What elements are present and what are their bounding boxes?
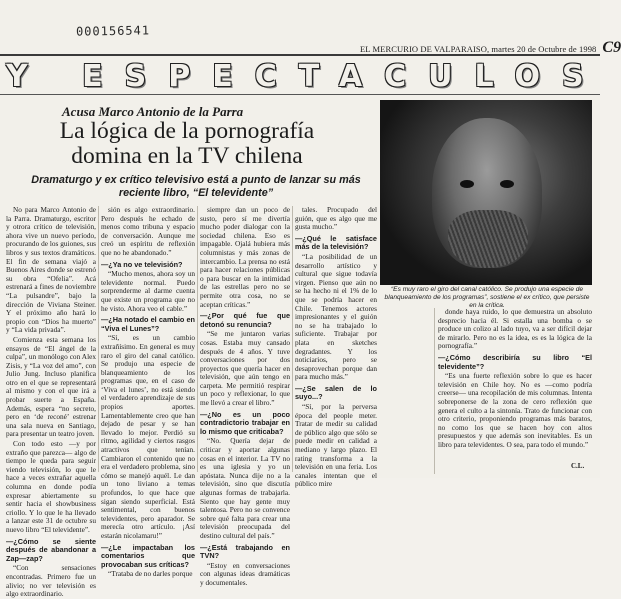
article-paragraph: siempre dan un poco de susto, pero sí me divertía mucho poder dialogar con la sociedad chilena. Eso es impagable. Ojalá hubiera más columnistas y más zonas de intercambio. La prensa no está para hacer relaciones públicas o para buscar en la intimidad de las estrellas pero no se permite otra cosa, no se aceptan críticas.”	[200, 205, 290, 309]
header-rule	[0, 54, 600, 56]
article-column-5	[438, 308, 592, 474]
section-title: Y ESPECTACULOS	[6, 59, 606, 94]
interview-question: —¿Cómo se siente después de abandonar a Zap—zap?	[6, 536, 96, 563]
article-paragraph: “No. Quería dejar de criticar y aportar algunas cosas en el interior. La TV no es una iglesia y yo un apóstata. Nunca dije no a la televisión, sino que discutía algunas formas de trabajarla. Siento que hay gente muy talentosa. Pero no se convence sobre qué falta para crear una televisión preocupada del destino cultural del país.”	[200, 436, 290, 540]
article-paragraph: “Es una fuerte reflexión sobre lo que es hacer televisión en Chile hoy. No es —como podría creerse— una recopilación de mis columnas. Intenta sobreponerse de la zona de cero reflexión que genera el culto a la sintonía. Trato de funcionar con otro criterio, proponiendo programas más baratos, no como los que se hacen hoy con altos presupuestos y que además son inevitables. Es un libro para televidentes. O sea, para todo el mundo.”	[438, 371, 592, 449]
article-paragraph: sión es algo extraordinario. Pero después he echado de menos como tribuna y espacio de conversación. Aunque me creó un espíritu de reflexión que no he abandonado.”	[101, 205, 195, 257]
article-paragraph: “Trataba de no darles porque	[108, 569, 193, 579]
article-paragraph: “La posibilidad de un desarrollo artístico y cultural que sigue todavía virgen. Pienso que aún no se ha hecho ni el 1% de lo que se podría hacer en Chile. Tenemos actores impresionantes y el guión no se ha trabajado lo suficiente. Trabajar por plata en sketches degradantes. Y los noticiarios, pero se desaprovechan porque dan para mucho más.”	[295, 251, 377, 382]
article-column-4	[295, 205, 377, 489]
archive-code: 000156541	[75, 23, 151, 39]
newspaper-dateline: EL MERCURIO DE VALPARAISO, martes 20 de Octubre de 1998	[360, 44, 597, 54]
column-divider	[292, 206, 293, 472]
portrait-eye-right	[500, 180, 514, 188]
portrait-photo	[380, 100, 592, 285]
section-banner	[0, 59, 606, 94]
interview-question: —¿Por qué fue que detonó su renuncia?	[200, 311, 290, 329]
column-divider	[98, 206, 99, 472]
article-signature: C.L.	[571, 462, 585, 470]
article-paragraph: “Mucho menos, ahora soy un televidente normal. Puedo sorprenderme al darme cuenta que existe un programa que no he visto. Ahora veo el cable.”	[101, 269, 195, 313]
article-column-1	[6, 205, 96, 599]
article-paragraph: No para Marco Antonio de la Parra. Dramaturgo, escritor y otrora crítico de televisión, ahora vive un nuevo período, procurando de los guiones, sus libros y sus textos dramáticos. El fin de semana viajó a Buenos Aires donde se estrenó su obra “Ofelia”. Acá estrenará a fines de noviembre “La pulsandre”, bajo la dirección de Viviana Steiner. Y el próximo año hará lo propio con “Dios ha muerto” y “La vida privada”.	[6, 205, 96, 335]
article-column-3	[200, 205, 290, 587]
interview-question: —¿Qué le satisface más de la televisión?	[295, 233, 377, 252]
article-deck: Dramaturgo y ex crítico televisivo está a punto de lanzar su más reciente libro, “El televidente”	[31, 174, 361, 199]
interview-question: —¿Se salen de lo suyo...?	[295, 383, 377, 402]
interview-question: —¿Ya no ve televisión?	[101, 259, 183, 269]
interview-question: —¿Cómo describiría su libro “El televidente”?	[438, 352, 592, 371]
article-kicker: Acusa Marco Antonio de la Parra	[62, 104, 244, 119]
portrait-beard	[448, 210, 528, 268]
article-paragraph: “Sí, por la perversa época del people meter. Tratar de medir su calidad de público algo que sólo se puede medir en calidad a mediano y largo plazo. El rating transforma a la televisión en una feria. Los canales intentan que el público mire	[295, 402, 377, 489]
photo-caption: “Es muy raro el giro del canal católico. Se produjo una especie de blanqueamiento de los programas”, sostiene el ex crítico, que persiste en la crítica.	[384, 286, 590, 309]
article-column-2	[101, 205, 195, 579]
article-paragraph: Con todo esto —y por extraño que parezca— algo de tiempo le queda para seguir viendo televisión, lo que le hace a veces extrañar aquella columna en donde podía expresar abiertamente su sentir hacia el showbusiness criollo. Y lo que le ha llevado a lanzar este 31 de octubre su nuevo libro “El televidente”.	[6, 439, 96, 534]
interview-question: —¿Está trabajando en TVN?	[200, 542, 290, 561]
article-paragraph: “Con sensaciones encontradas. Primero fue un alivio; no ver televisión es algo extraordinario.	[6, 563, 96, 599]
interview-question: —¿No es un poco contradictorio trabajar en lo mismo que criticaba?	[200, 409, 290, 436]
article-paragraph: “Sí, es un cambio extrañísimo. En general es muy raro el giro del canal católico. Se produjo una especie de blanqueamiento de los programas que, en el caso de ‘Viva el lunes’, no está siendo el verdadero aprendizaje de sus propios aportes. Lamentablemente creo que han dejado de pesar y se han llevado lo mejor. Perdió su ritmo, agilidad y ciertos rasgos atractivos que tenían. Cambiaron el contenido que no era el verdadero problema, sino cómo se manejó aquél. Le dan un tono liviano a temas profundos, lo que hace que sigan siendo superficial. Está sentimental, con buenos televidentes, pero aparador. Se merecía otro artículo. ¡Así estarán nicolamaru!”	[101, 333, 195, 540]
interview-question: —¿Le impactaban los comentarios que provocaban sus críticas?	[101, 542, 195, 569]
article-paragraph: Comienza esta semana los ensayos de “El ángel de la culpa”, un monólogo con Alex Zisis, y “La voz del amo”, con Julio Jung. Incluso planifica otro en el que se representará al mismo y con el que irá a probar suerte a España. Además, espera “no secreto, pero en ‘de reconé’ estrenar una sala nueva en Santiago, para presentar un teatro joven.	[6, 334, 96, 439]
page-number: C9	[602, 39, 621, 56]
column-divider	[434, 308, 435, 474]
article-paragraph: donde haya ruido, lo que demuestra un absoluto desprecio hacia él. Si estalla una bomba o se produce un colizo al lado tuyo, va a ser difícil dejar de mirarlo. Pero no es la idea, es es la lógica de la pornografía.”	[438, 307, 592, 351]
section-rule	[0, 94, 600, 95]
article-headline: La lógica de la pornografía domina en la TV chilena	[59, 118, 315, 169]
article-paragraph: tales. Procupado del guión, que es algo que me gusta mucho.”	[295, 205, 377, 232]
article-paragraph: “Estoy en conversaciones con algunas ideas dramáticas y documentales.	[200, 560, 290, 587]
article-paragraph: “Se me juntaron varias cosas. Estaba muy cansado después de 4 años. Y tuve conversaciones por dos proyectos que quería hacer en televisión, que aún tengo en carpeta. Me permitió respirar un poco y reflexionar, lo que me llevó a crear el libro.”	[200, 329, 290, 408]
interview-question: —¿Ha notado el cambio en “Viva el Lunes”?	[101, 315, 195, 333]
portrait-eye-left	[460, 180, 474, 188]
portrait-face	[432, 118, 542, 268]
column-divider	[197, 206, 198, 472]
